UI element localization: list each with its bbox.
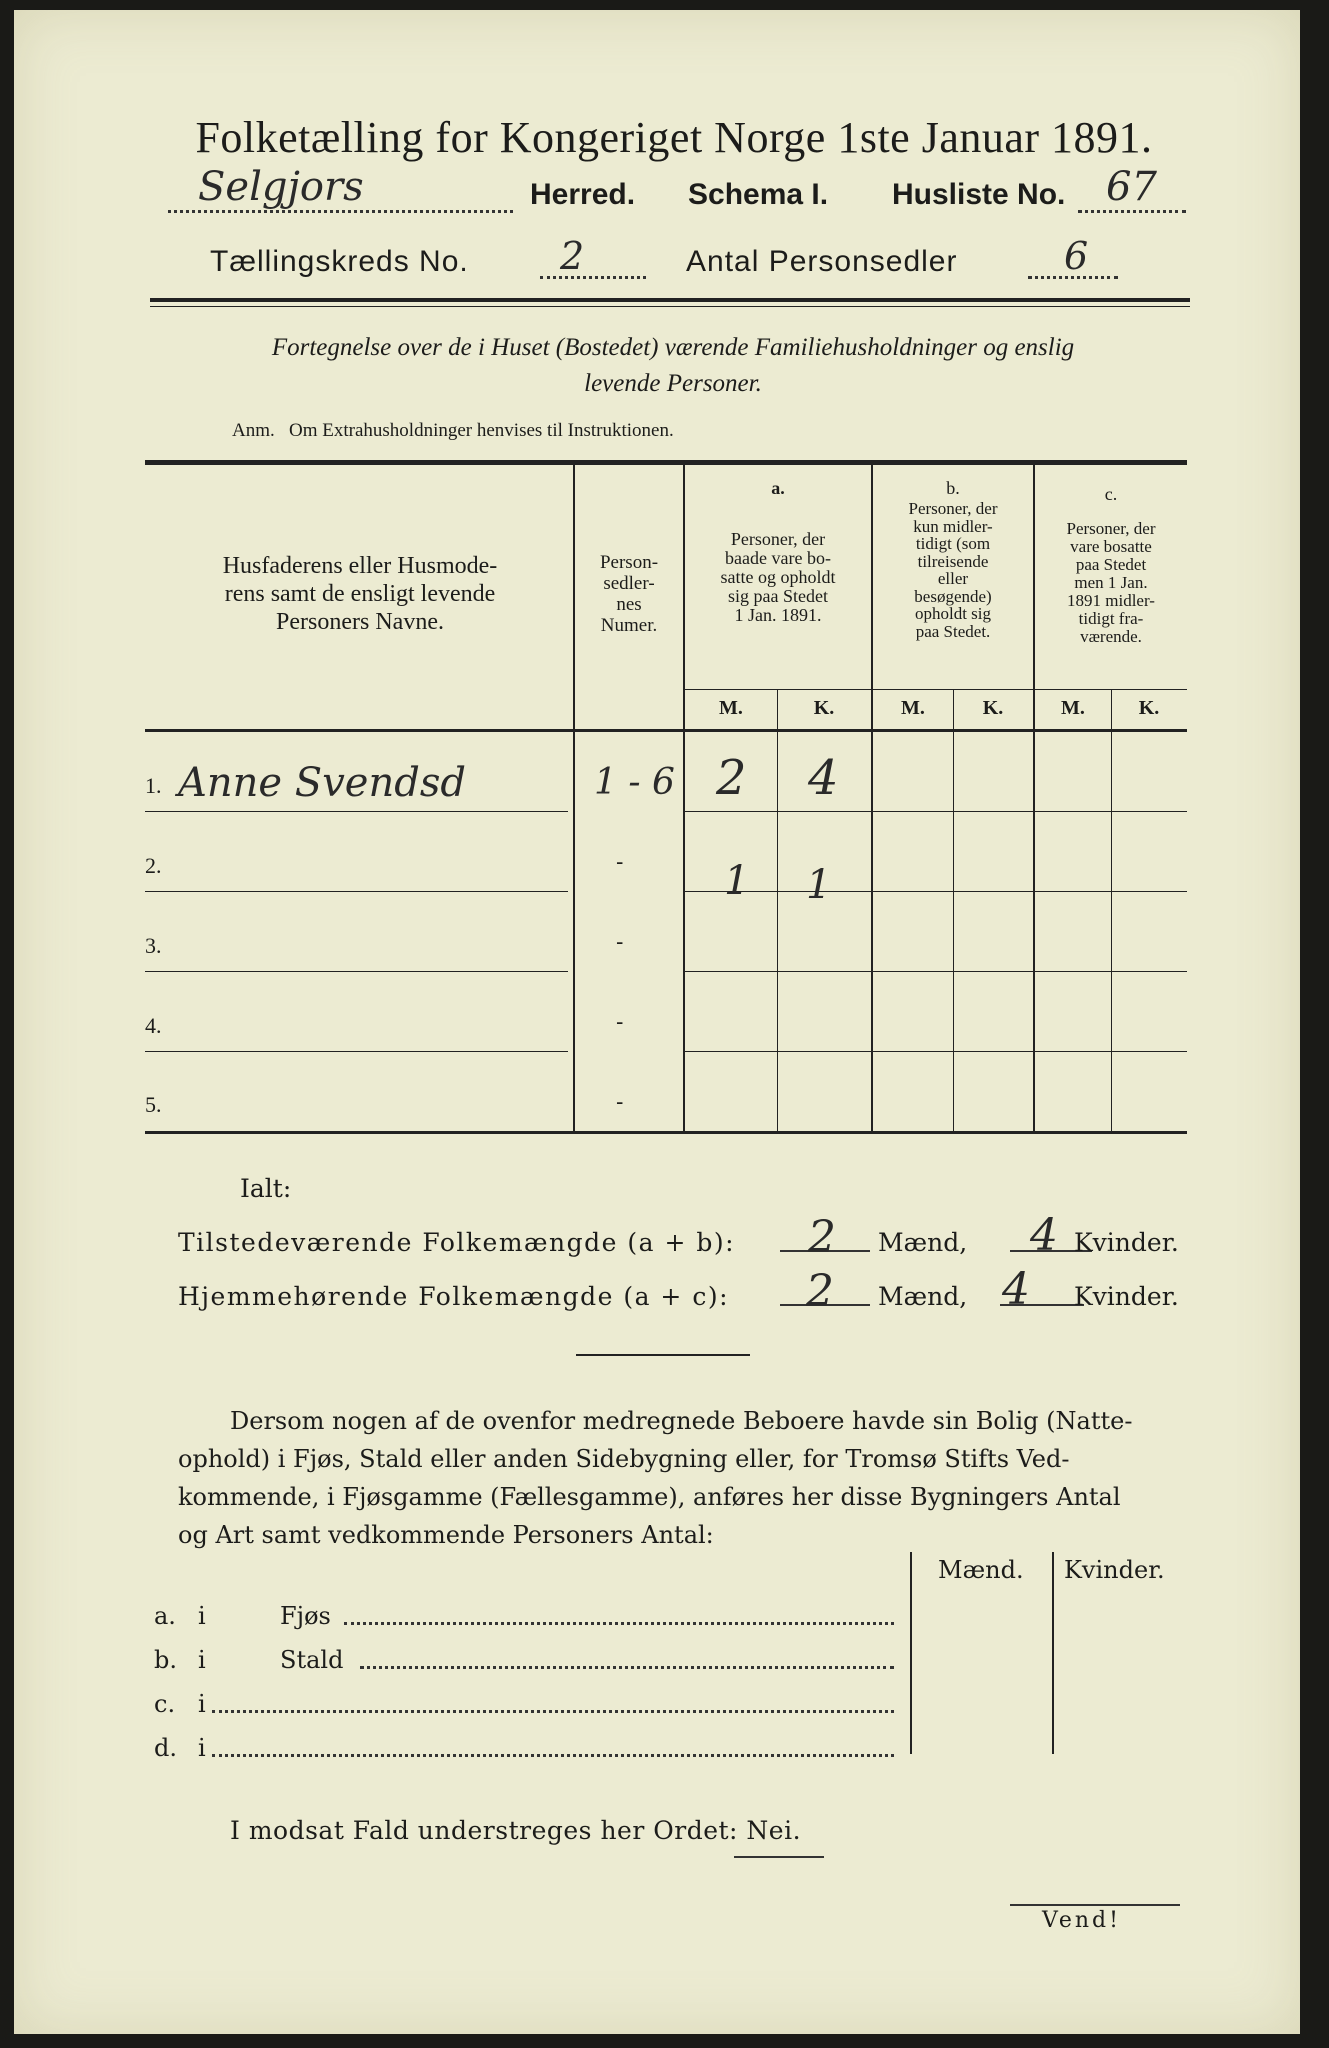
mk-b-m: M. (901, 697, 925, 719)
antal-value: 6 (1064, 234, 1089, 278)
total-line2-maend: Mænd, (878, 1282, 968, 1311)
vline-a (871, 465, 873, 1131)
para-line1: Dersom nogen af de ovenfor medregnede Beboere havde sin Bolig (Natte- (230, 1407, 1133, 1435)
ialt-label: Ialt: (240, 1174, 292, 1203)
mk-rule (685, 689, 1187, 690)
row-2-persnum: - (616, 850, 624, 875)
mk-a-k: K. (813, 697, 835, 719)
col-b-header-l6: besøgende) (914, 586, 992, 606)
para-line4: og Art samt vedkommende Personers Antal: (178, 1521, 714, 1549)
col-num-header-l4: Numer. (600, 615, 658, 636)
col-c-header (1036, 520, 1186, 646)
bottom-row-b-label: Stald (280, 1646, 344, 1674)
table-header-bottom-rule (145, 729, 1187, 732)
col-names-header-l2: rens samt de ensligt levende (224, 581, 496, 607)
row-1-persnum: 1 - 6 (594, 762, 675, 803)
bottom-row-b-i: i (198, 1646, 206, 1674)
husliste-value: 67 (1106, 164, 1157, 210)
row-1-aM: 2 (716, 750, 747, 806)
row-line-2 (145, 891, 568, 892)
row-line-3r (685, 971, 1187, 972)
col-c-header-l2: vare bosatte (1070, 537, 1152, 556)
bottom-row-a (154, 1602, 894, 1630)
schema-label: Schema I. (688, 178, 829, 211)
bottom-row-c-letter: c. (154, 1690, 176, 1718)
mk-c-k: K. (1138, 697, 1160, 719)
separator-rule (576, 1354, 750, 1356)
row-line-1 (145, 811, 568, 812)
col-b-header-l3: tidigt (som (915, 534, 991, 553)
col-num-header-l3: nes (616, 594, 642, 615)
row-line-2r (685, 891, 1187, 892)
col-a-header-l5: 1 Jan. 1891. (734, 605, 822, 625)
kreds-label: Tællingskreds No. (210, 245, 469, 278)
vline-aMK (777, 690, 778, 1131)
row-line-4r (685, 1051, 1187, 1052)
nei-underline (734, 1856, 824, 1858)
col-a-header-l3: satte og opholdt (720, 567, 836, 587)
col-b-letter: b. (946, 478, 960, 498)
bottom-vline-2 (1052, 1552, 1054, 1754)
bottom-row-b-dots (360, 1666, 894, 1669)
para-line3: kommende, i Fjøsgamme (Fællesgamme), anføres her disse Bygningers Antal (178, 1483, 1121, 1511)
antal-field (1028, 234, 1118, 279)
bottom-row-d-dots (212, 1754, 894, 1757)
col-a-header-l2: baade vare bo- (725, 548, 831, 568)
row-5-num: 5. (145, 1092, 162, 1117)
row-line-1r (685, 811, 1187, 812)
row-2-aK: 1 (806, 862, 832, 908)
total-line1-k: 4 (1030, 1210, 1058, 1261)
husliste-label: Husliste No. (892, 178, 1066, 211)
col-b-header-l7: opholdt sig (914, 604, 992, 623)
header-rule-thin (150, 306, 1190, 307)
bottom-row-b-letter: b. (154, 1646, 177, 1674)
col-a-header-l4: sig paa Stedet (728, 586, 828, 606)
row-3-num: 3. (145, 933, 162, 958)
antal-label: Antal Personsedler (686, 245, 958, 278)
col-b-header-l2: kun midler- (913, 516, 993, 536)
row-4-num: 4. (145, 1013, 162, 1038)
col-names-header-l3: Personers Navne. (276, 609, 444, 635)
col-names-header-l1: Husfaderens eller Husmode- (222, 553, 498, 579)
col-names-header (150, 552, 570, 636)
col-a-letter: a. (771, 478, 785, 498)
bottom-row-c-dots (212, 1710, 894, 1713)
vline-names (573, 465, 575, 1131)
col-c-letter: c. (1104, 484, 1118, 504)
col-c-header-l6: tidigt fra- (1078, 609, 1144, 628)
bottom-row-a-label: Fjøs (280, 1602, 331, 1630)
header-rule-thick (150, 298, 1190, 302)
bottom-row-b (154, 1646, 894, 1674)
vline-num (683, 465, 685, 1131)
mk-b-k: K. (982, 697, 1004, 719)
modsat-text: I modsat Fald understreges her Ordet: Nei. (230, 1816, 802, 1845)
row-1-num: 1. (145, 773, 162, 798)
husliste-field (1078, 164, 1186, 213)
col-c-header-l4: men 1 Jan. (1074, 573, 1148, 592)
kreds-value: 2 (560, 234, 585, 278)
total-line2-label: Hjemmehørende Folkemængde (a + c): (178, 1282, 729, 1311)
total-line2-kvinder: Kvinder. (1074, 1282, 1179, 1311)
kreds-field (540, 234, 646, 279)
total-line1-m: 2 (808, 1212, 836, 1263)
total-line1-kvinder: Kvinder. (1074, 1228, 1179, 1257)
bottom-vline-1 (910, 1552, 912, 1754)
row-3-persnum: - (616, 930, 624, 955)
col-b-header-l5: eller (937, 569, 969, 588)
row-2-aM: 1 (724, 858, 750, 904)
row-line-3 (145, 971, 568, 972)
census-form-page (14, 10, 1300, 2034)
row-2-num: 2. (145, 853, 162, 878)
row-5-persnum: - (616, 1090, 624, 1115)
row-4-persnum: - (616, 1010, 624, 1035)
anm-note: Anm. Om Extrahusholdninger henvises til Instruktionen. (232, 420, 674, 441)
col-c-header-l7: værende. (1080, 627, 1142, 646)
vend-underline (1010, 1904, 1180, 1906)
vline-b (1033, 465, 1035, 1131)
col-num-header-l1: Person- (599, 552, 659, 573)
bottom-row-d (154, 1734, 894, 1762)
col-b-header (874, 500, 1032, 640)
col-b-header-l4: tilreisende (917, 551, 989, 571)
table-bottom-rule (145, 1131, 1187, 1134)
bottom-row-a-dots (344, 1622, 894, 1625)
vend-text: Vend! (1042, 1908, 1121, 1933)
bottom-col-kvinder: Kvinder. (1064, 1556, 1165, 1584)
mk-a-m: M. (719, 697, 743, 719)
col-c-header-l1: Personer, der (1066, 519, 1156, 538)
total-line1-label: Tilstedeværende Folkemængde (a + b): (178, 1228, 736, 1257)
herred-value: Selgjors (198, 164, 364, 210)
table-top-rule (145, 460, 1187, 465)
herred-label: Herred. (530, 178, 636, 211)
herred-field (168, 164, 513, 213)
form-title: Folketælling for Kongeriget Norge 1ste Januar 1891. (195, 113, 1153, 162)
instructions-paragraph (178, 1402, 1188, 1554)
subtitle-line2: levende Personer. (584, 370, 762, 397)
bottom-row-a-i: i (198, 1602, 206, 1630)
subtitle-line1: Fortegnelse over de i Huset (Bostedet) værende Familiehusholdninger og enslig (271, 334, 1075, 361)
col-c-header-l5: 1891 midler- (1067, 591, 1155, 610)
col-b-header-l1: Personer, der (908, 499, 998, 518)
col-a-header-l1: Personer, der (730, 529, 826, 549)
bottom-row-d-i: i (198, 1734, 206, 1762)
bottom-row-d-letter: d. (154, 1734, 177, 1762)
bottom-col-maend: Mænd. (938, 1556, 1024, 1584)
row-1-name: Anne Svendsd (178, 760, 466, 806)
total-line2-k: 4 (1002, 1264, 1030, 1315)
col-a-header (686, 530, 870, 625)
col-b-header-l8: paa Stedet. (915, 621, 991, 641)
col-num-header-l2: sedler- (603, 573, 655, 594)
total-line1-maend: Mænd, (878, 1228, 968, 1257)
bottom-row-a-letter: a. (154, 1602, 176, 1630)
mk-c-m: M. (1061, 697, 1085, 719)
col-c-header-l3: paa Stedet (1075, 555, 1147, 574)
vline-bMK (953, 690, 954, 1131)
bottom-row-c-i: i (198, 1690, 206, 1718)
vline-cMK (1111, 690, 1112, 1131)
row-1-aK: 4 (808, 750, 839, 806)
row-line-4 (145, 1051, 568, 1052)
bottom-row-c (154, 1690, 894, 1718)
total-line2-m: 2 (806, 1266, 834, 1317)
para-line2: ophold) i Fjøs, Stald eller anden Sidebygning eller, for Tromsø Stifts Ved- (178, 1445, 1070, 1473)
col-num-header (577, 552, 681, 636)
